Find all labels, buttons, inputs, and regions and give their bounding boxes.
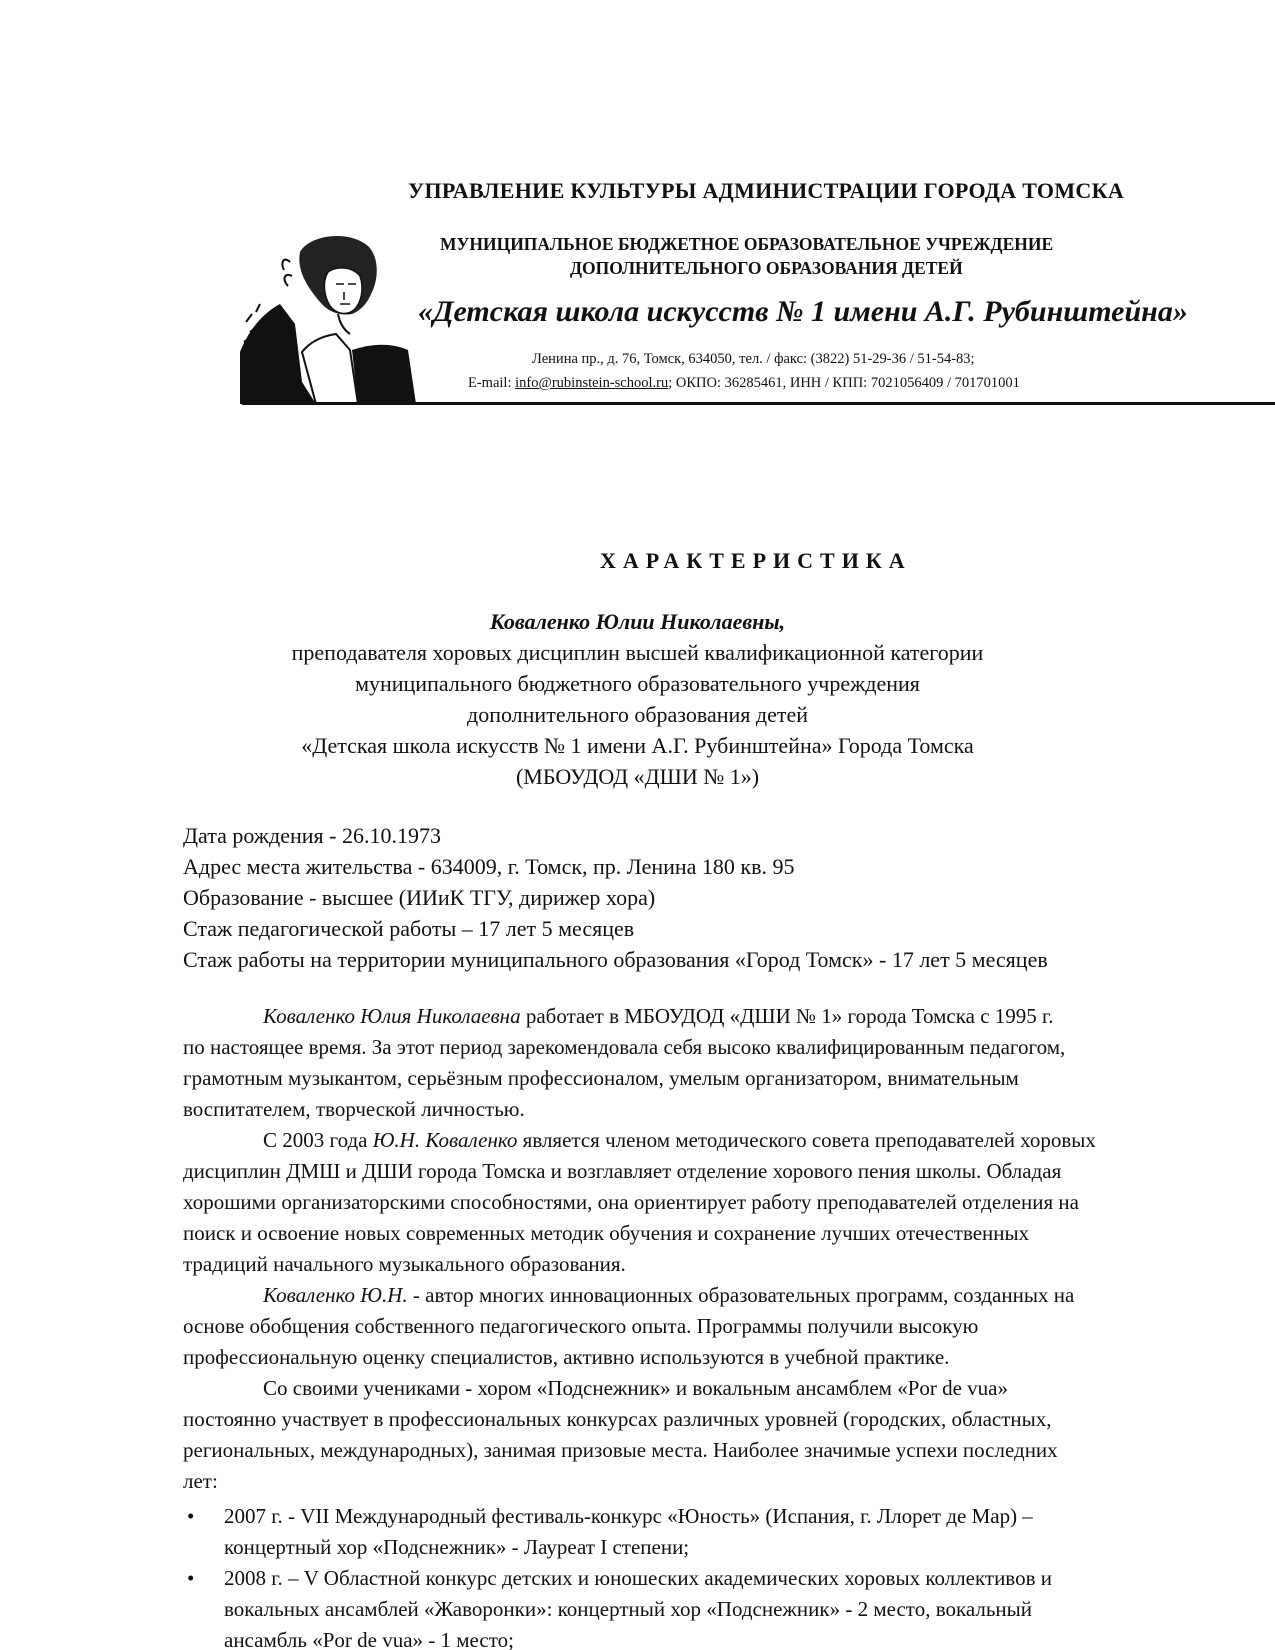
paragraph-text: С 2003 года [263, 1128, 373, 1152]
bullet-icon: • [187, 1566, 195, 1590]
bullet-icon: • [187, 1504, 195, 1528]
subject-block [0, 606, 1275, 792]
list-item [183, 1563, 1275, 1650]
subject-position-line: преподавателя хоровых дисциплин высшей квалификационной категории [291, 640, 984, 665]
paragraph-line [183, 1125, 1275, 1156]
personal-details [183, 820, 1048, 975]
teaching-experience: Стаж педагогической работы – 17 лет 5 месяцев [183, 916, 635, 941]
paragraph-text: региональных, международных), занимая призовые места. Наиболее значимые успехи последних [183, 1438, 1058, 1462]
paragraph-text: традиций начального музыкального образования. [183, 1252, 626, 1276]
teacher-name: Коваленко Юлия Николаевна [263, 1004, 521, 1028]
letterhead-contacts [468, 347, 1258, 395]
achievements-list [183, 1501, 1275, 1650]
teacher-name: Коваленко Ю.Н. [263, 1283, 408, 1307]
teacher-name: Ю.Н. Коваленко [372, 1128, 518, 1152]
body-text [183, 1001, 1275, 1650]
list-item-text: вокальных ансамблей «Жаворонки»: концертный хор «Подснежник» - 2 место, вокальный [224, 1597, 1032, 1621]
paragraph-line [183, 1156, 1275, 1187]
paragraph-line [183, 1187, 1275, 1218]
school-name: «Детская школа искусств № 1 имени А.Г. Рубинштейна» [418, 295, 1188, 328]
registration-codes: ; ОКПО: 36285461, ИНН / КПП: 7021056409 / 701701001 [668, 375, 1020, 391]
list-item-text: 2008 г. – V Областной конкурс детских и юношеских академических хоровых коллективов и [224, 1566, 1052, 1590]
birth-date: Дата рождения - 26.10.1973 [183, 823, 441, 848]
email-link[interactable]: info@rubinstein-school.ru [515, 375, 669, 391]
paragraph-text: дисциплин ДМШ и ДШИ города Томска и возглавляет отделение хорового пения школы. Обладая [183, 1159, 1062, 1183]
paragraph-line [183, 1032, 1275, 1063]
institution-line-1: МУНИЦИПАЛЬНОЕ БЮДЖЕТНОЕ ОБРАЗОВАТЕЛЬНОЕ УЧРЕЖДЕНИЕ [440, 234, 1054, 254]
paragraph-text: поиск и освоение новых современных методик обучения и сохранение лучших отечественных [183, 1221, 1030, 1245]
paragraph-text: профессиональную оценку специалистов, активно используются в учебной практике. [183, 1345, 950, 1369]
education: Образование - высшее (ИИиК ТГУ, дирижер хора) [183, 885, 656, 910]
paragraph-line [183, 1094, 1275, 1125]
subject-position-line: муниципального бюджетного образовательного учреждения [355, 671, 920, 696]
paragraph-text: основе обобщения собственного педагогического опыта. Программы получили высокую [183, 1314, 979, 1338]
paragraph-line [183, 1280, 1275, 1311]
paragraph-line [183, 1342, 1275, 1373]
postal-address: Ленина пр., д. 76, Томск, 634050, тел. / факс: (3822) 51-29-36 / 51-54-83; [532, 351, 975, 367]
paragraph-line [183, 1001, 1275, 1032]
paragraph-text: воспитателем, творческой личностью. [183, 1097, 525, 1121]
paragraph-text: лет: [183, 1469, 218, 1493]
subject-name: Коваленко Юлии Николаевны, [489, 609, 786, 634]
authority-heading: УПРАВЛЕНИЕ КУЛЬТУРЫ АДМИНИСТРАЦИИ ГОРОДА ТОМСКА [408, 178, 1125, 203]
subject-position-line: (МБОУДОД «ДШИ № 1») [515, 764, 760, 789]
paragraph-line [183, 1311, 1275, 1342]
paragraph-text: - автор многих инновационных образовательных программ, созданных на [407, 1283, 1075, 1307]
list-item-text: 2007 г. - VII Международный фестиваль-конкурс «Юность» (Испания, г. Ллорет де Мар) – [224, 1504, 1033, 1528]
home-address: Адрес места жительства - 634009, г. Томск, пр. Ленина 180 кв. 95 [183, 854, 795, 879]
paragraph-line [183, 1435, 1275, 1466]
paragraph-text: является членом методического совета преподавателей хоровых [517, 1128, 1096, 1152]
subject-position-line: «Детская школа искусств № 1 имени А.Г. Рубинштейна» Города Томска [301, 733, 974, 758]
list-item-text: ансамбль «Por de vua» - 1 место; [224, 1628, 514, 1650]
paragraph-text: постоянно участвует в профессиональных конкурсах различных уровней (городских, областных, [183, 1407, 1052, 1431]
portrait-logo-icon [240, 232, 430, 404]
list-item-text: концертный хор «Подснежник» - Лауреат I степени; [224, 1535, 690, 1559]
paragraph-line [183, 1063, 1275, 1094]
paragraph-line [183, 1218, 1275, 1249]
subject-position-line: дополнительного образования детей [467, 702, 808, 727]
paragraph-line [183, 1466, 1275, 1497]
letterhead-divider [242, 402, 1275, 405]
municipal-experience: Стаж работы на территории муниципального образования «Город Томск» - 17 лет 5 месяцев [183, 947, 1048, 972]
document-title: ХАРАКТЕРИСТИКА [600, 548, 912, 573]
paragraph-text: работает в МБОУДОД «ДШИ № 1» города Томска с 1995 г. [520, 1004, 1054, 1028]
paragraph-text: грамотным музыкантом, серьёзным профессионалом, умелым организатором, внимательным [183, 1066, 1019, 1090]
paragraph-text: хорошими организаторскими способностями, она ориентирует работу преподавателей отделения на [183, 1190, 1079, 1214]
paragraph-text: по настоящее время. За этот период зарекомендовала себя высоко квалифицированным педагогом, [183, 1035, 1066, 1059]
paragraph-text: Со своими учениками - хором «Подснежник» и вокальным ансамблем «Por de vua» [263, 1376, 1009, 1400]
paragraph-line [183, 1373, 1275, 1404]
email-label: E-mail: [468, 375, 512, 391]
institution-type [440, 232, 1270, 280]
paragraph-line [183, 1249, 1275, 1280]
institution-line-2: ДОПОЛНИТЕЛЬНОГО ОБРАЗОВАНИЯ ДЕТЕЙ [570, 258, 963, 278]
list-item [183, 1501, 1275, 1563]
paragraph-line [183, 1404, 1275, 1435]
